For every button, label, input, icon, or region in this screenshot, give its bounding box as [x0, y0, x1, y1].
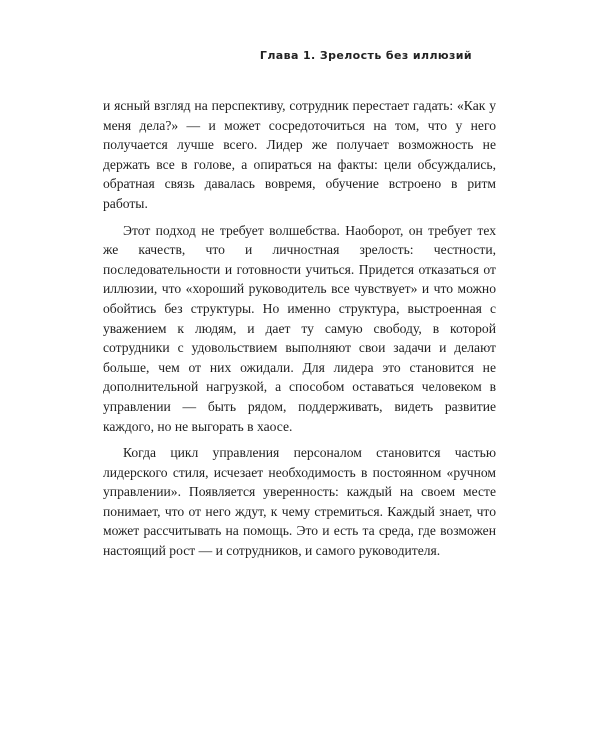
page-body-text: [103, 96, 496, 561]
paragraph-continued: и ясный взгляд на перспективу, сотрудник перестает гадать: «Как у меня дела?» — и может сосредоточиться на том, что у него получается лучше всего. Лидер же получает возможность не держать все в голове, а опираться на факты: цели обсуждались, обратная связь давалась вовремя, обучение встроено в ритм работы.: [103, 98, 496, 211]
paragraph: Когда цикл управления персоналом становится частью лидерского стиля, исчезает необходимость в постоянном «ручном управлении». Появляется уверенность: каждый на своем месте понимает, что от него ждут, к чему стремиться. Каждый знает, что может рассчитывать на помощь. Это и есть та среда, где возможен настоящий рост — и сотрудников, и самого руководителя.: [103, 445, 496, 559]
paragraph: Этот подход не требует волшебства. Наоборот, он требует тех же качеств, что и личностная зрелость: честности, последовательности и готовности учиться. Придется отказаться от иллюзии, что «хороший руководитель все чувствует» и что можно обойтись без структуры. Но именно структура, выстроенная с уважением к людям, и дает ту самую свободу, в которой сотрудники с удовольствием выполняют свои задачи и делают больше, чем от них ожидали. Для лидера это становится не дополнительной нагрузкой, а способом оставаться человеком в управлении — быть рядом, поддерживать, видеть развитие каждого, но не выгорать в хаосе.: [103, 222, 496, 434]
running-header: Глава 1. Зрелость без иллюзий: [259, 49, 472, 62]
